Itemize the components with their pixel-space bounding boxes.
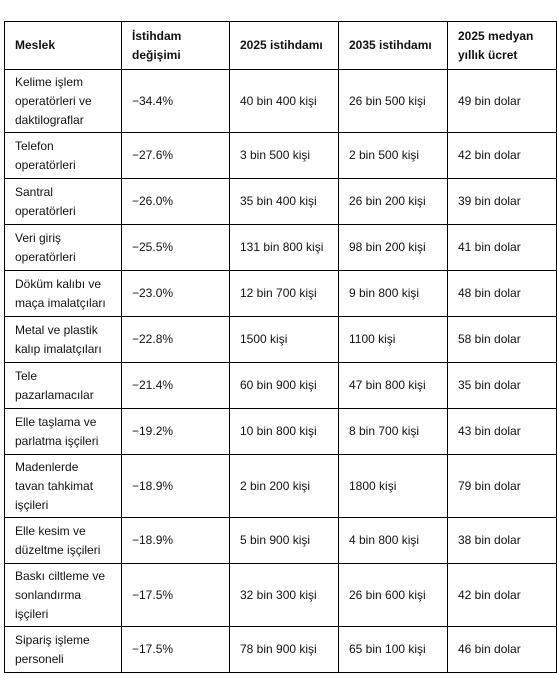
cell-2025: 3 bin 500 kişi (230, 133, 339, 179)
cell-meslek: Döküm kalıbı ve maça imalatçıları (5, 271, 122, 317)
cell-wage: 35 bin dolar (448, 363, 557, 409)
cell-2035: 9 bin 800 kişi (339, 271, 448, 317)
cell-change: −23.0% (122, 271, 230, 317)
occupation-table (4, 21, 557, 673)
cell-wage: 46 bin dolar (448, 627, 557, 673)
table-row (5, 271, 557, 317)
cell-meslek: Metal ve plastik kalıp imalatçıları (5, 317, 122, 363)
cell-meslek: Sipariş işleme personeli (5, 627, 122, 673)
table-row (5, 363, 557, 409)
table-row (5, 518, 557, 564)
cell-2035: 26 bin 600 kişi (339, 564, 448, 627)
cell-meslek: Baskı ciltleme ve sonlandırma işçileri (5, 564, 122, 627)
cell-change: −25.5% (122, 225, 230, 271)
cell-wage: 38 bin dolar (448, 518, 557, 564)
cell-2035: 1800 kişi (339, 455, 448, 518)
cell-meslek: Tele pazarlamacılar (5, 363, 122, 409)
cell-change: −18.9% (122, 455, 230, 518)
cell-change: −18.9% (122, 518, 230, 564)
cell-change: −34.4% (122, 70, 230, 133)
cell-change: −19.2% (122, 409, 230, 455)
header-meslek: Meslek (5, 22, 122, 70)
cell-2035: 65 bin 100 kişi (339, 627, 448, 673)
cell-2025: 10 bin 800 kişi (230, 409, 339, 455)
cell-change: −22.8% (122, 317, 230, 363)
cell-2025: 1500 kişi (230, 317, 339, 363)
cell-wage: 42 bin dolar (448, 564, 557, 627)
cell-2035: 26 bin 200 kişi (339, 179, 448, 225)
cell-wage: 42 bin dolar (448, 133, 557, 179)
cell-meslek: Telefon operatörleri (5, 133, 122, 179)
cell-meslek: Madenlerde tavan tahkimat işçileri (5, 455, 122, 518)
cell-2035: 4 bin 800 kişi (339, 518, 448, 564)
cell-change: −26.0% (122, 179, 230, 225)
cell-2025: 60 bin 900 kişi (230, 363, 339, 409)
cell-wage: 79 bin dolar (448, 455, 557, 518)
cell-2025: 12 bin 700 kişi (230, 271, 339, 317)
table-row (5, 179, 557, 225)
cell-2035: 47 bin 800 kişi (339, 363, 448, 409)
cell-2035: 1100 kişi (339, 317, 448, 363)
table-row (5, 225, 557, 271)
table-row (5, 564, 557, 627)
cell-meslek: Veri giriş operatörleri (5, 225, 122, 271)
cell-2035: 98 bin 200 kişi (339, 225, 448, 271)
cell-wage: 48 bin dolar (448, 271, 557, 317)
cell-2025: 35 bin 400 kişi (230, 179, 339, 225)
cell-2035: 8 bin 700 kişi (339, 409, 448, 455)
cell-2035: 26 bin 500 kişi (339, 70, 448, 133)
occupation-table-container (4, 21, 556, 673)
cell-wage: 58 bin dolar (448, 317, 557, 363)
header-2025-istihdam: 2025 istihdamı (230, 22, 339, 70)
header-2035-istihdam: 2035 istihdamı (339, 22, 448, 70)
cell-2025: 2 bin 200 kişi (230, 455, 339, 518)
cell-change: −27.6% (122, 133, 230, 179)
table-header-row (5, 22, 557, 70)
table-row (5, 627, 557, 673)
cell-meslek: Elle kesim ve düzeltme işçileri (5, 518, 122, 564)
cell-2025: 78 bin 900 kişi (230, 627, 339, 673)
cell-meslek: Elle taşlama ve parlatma işçileri (5, 409, 122, 455)
cell-change: −21.4% (122, 363, 230, 409)
cell-wage: 43 bin dolar (448, 409, 557, 455)
table-row (5, 455, 557, 518)
cell-2025: 5 bin 900 kişi (230, 518, 339, 564)
cell-meslek: Kelime işlem operatörleri ve daktilograflar (5, 70, 122, 133)
table-row (5, 409, 557, 455)
cell-2025: 131 bin 800 kişi (230, 225, 339, 271)
cell-2035: 2 bin 500 kişi (339, 133, 448, 179)
cell-change: −17.5% (122, 627, 230, 673)
cell-2025: 32 bin 300 kişi (230, 564, 339, 627)
cell-meslek: Santral operatörleri (5, 179, 122, 225)
cell-2025: 40 bin 400 kişi (230, 70, 339, 133)
table-row (5, 317, 557, 363)
header-istihdam-degisimi: İstihdam değişimi (122, 22, 230, 70)
table-row (5, 70, 557, 133)
cell-wage: 39 bin dolar (448, 179, 557, 225)
header-medyan-ucret: 2025 medyan yıllık ücret (448, 22, 557, 70)
cell-wage: 41 bin dolar (448, 225, 557, 271)
cell-wage: 49 bin dolar (448, 70, 557, 133)
table-row (5, 133, 557, 179)
cell-change: −17.5% (122, 564, 230, 627)
